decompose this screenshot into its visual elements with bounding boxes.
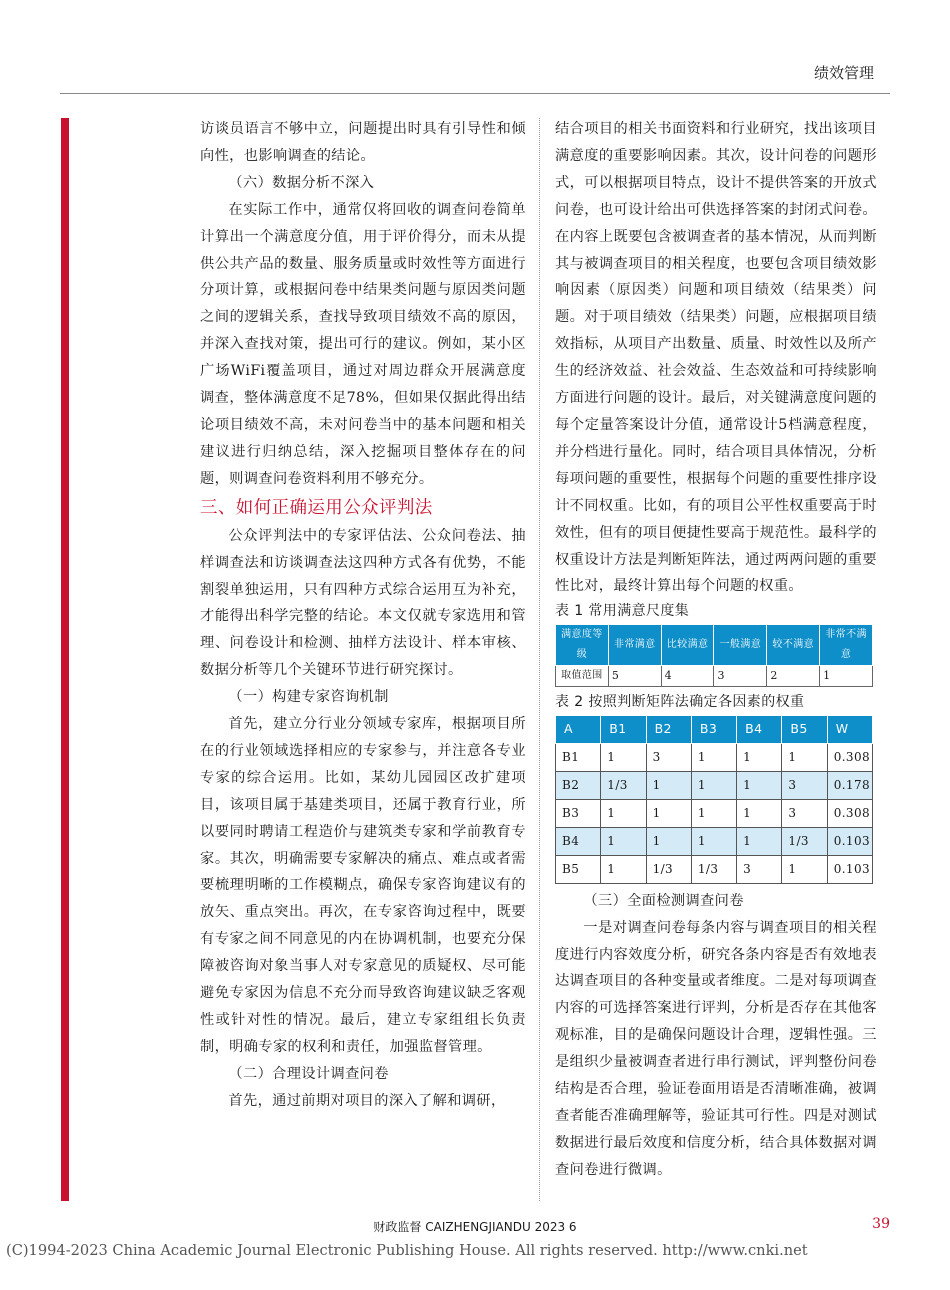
- table-header-cell: 满意度等级: [556, 625, 609, 666]
- table1-caption: 表 1 常用满意尺度集: [555, 603, 690, 620]
- subheading-1: （一）构建专家咨询机制: [228, 689, 389, 706]
- table-cell: 0.308: [827, 744, 872, 772]
- table-cell: B4: [556, 827, 601, 855]
- table-cell: 1: [691, 800, 736, 828]
- left-column: [200, 116, 526, 1115]
- column-divider: [539, 118, 540, 1201]
- table-cell: 1: [646, 772, 691, 800]
- table-row: [556, 855, 873, 883]
- table-cell: 1/3: [601, 772, 646, 800]
- table-cell: 4: [661, 666, 714, 687]
- section-title: 三、如何正确运用公众评判法: [200, 497, 433, 518]
- table-cell: 1/3: [691, 855, 736, 883]
- table-cell: 5: [608, 666, 661, 687]
- table-cell: 1: [646, 827, 691, 855]
- paragraph: 公众评判法中的专家评估法、公众问卷法、抽样调查法和访谈调查法这四种方式各有优势，不能割裂单独运用，只有四种方式综合运用互为补充，才能得出科学完整的结论。本文仅就专家选用和管理、问卷设计和检测、抽样方法设计、样本审核、数据分析等几个关键环节进行研究探讨。: [200, 527, 526, 679]
- table-header-cell: B2: [646, 716, 691, 744]
- table-cell: 1: [820, 666, 873, 687]
- table-cell: 3: [782, 772, 827, 800]
- satisfaction-scale-table: [555, 624, 873, 687]
- table-cell: 1: [691, 827, 736, 855]
- table-cell: 1: [601, 744, 646, 772]
- table-header-cell: B1: [601, 716, 646, 744]
- table-header-cell: 非常不满意: [820, 625, 873, 666]
- table-cell: 1: [782, 744, 827, 772]
- table-header-cell: A: [556, 716, 601, 744]
- table-cell: B2: [556, 772, 601, 800]
- table-cell: 3: [646, 744, 691, 772]
- table-header-cell: 一般满意: [714, 625, 767, 666]
- table-cell: 1: [646, 800, 691, 828]
- table-cell: 1: [737, 772, 782, 800]
- paragraph: 首先，通过前期对项目的深入了解和调研，: [228, 1092, 506, 1109]
- subheading-3: （三）全面检测调查问卷: [583, 892, 744, 909]
- table-row: [556, 772, 873, 800]
- table-header-cell: B3: [691, 716, 736, 744]
- table-header-cell: B5: [782, 716, 827, 744]
- table-header-cell: 非常满意: [608, 625, 661, 666]
- table-cell: 1: [601, 855, 646, 883]
- table-cell: 1: [782, 855, 827, 883]
- table-header-cell: B4: [737, 716, 782, 744]
- right-column: [555, 116, 877, 1184]
- table-cell: B3: [556, 800, 601, 828]
- table-header-cell: 比较满意: [661, 625, 714, 666]
- table-cell: 1: [691, 744, 736, 772]
- page-number: 39: [872, 1216, 890, 1232]
- weight-matrix-table: [555, 715, 873, 883]
- header-rule: [60, 93, 890, 94]
- header-section-title: 绩效管理: [813, 64, 874, 82]
- table-cell: 3: [782, 800, 827, 828]
- table-cell: 1: [691, 772, 736, 800]
- table-cell: 3: [737, 855, 782, 883]
- paragraph: 在实际工作中，通常仅将回收的调查问卷简单计算出一个满意度分值，用于评价得分，而未从提供公共产品的数量、服务质量或时效性等方面进行分项计算，或根据问卷中结果类问题与原因类问题之间的逻辑关系，查找导致项目绩效不高的原因，并深入查找对策，提出可行的建议。例如，某小区广场WiFi覆盖项目，通过对周边群众开展满意度调查，整体满意度不足78%，但如果仅据此得出结论项目绩效不高，未对问卷当中的基本问题和相关建议进行归纳总结，深入挖掘项目整体存在的问题，则调查问卷资料利用不够充分。: [200, 201, 526, 487]
- copyright-line: (C)1994-2023 China Academic Journal Electronic Publishing House. All rights reserved. http://www.cnki.net: [6, 1242, 808, 1259]
- accent-bar: [61, 118, 69, 1201]
- table-cell: 1: [737, 827, 782, 855]
- table-cell: B5: [556, 855, 601, 883]
- paragraph: 结合项目的相关书面资料和行业研究，找出该项目满意度的重要影响因素。其次，设计问卷的问题形式，可以根据项目特点，设计不提供答案的开放式问卷，也可设计给出可供选择答案的封闭式问卷。在内容上既要包含被调查者的基本情况，从而判断其与被调查项目的相关程度，也要包含项目绩效影响因素（原因类）问题和项目绩效（结果类）问题。对于项目绩效（结果类）问题，应根据项目绩效指标，从项目产出数量、质量、时效性以及所产生的经济效益、社会效益、生态效益和可持续影响方面进行问题的设计。最后，对关键满意度问题的每个定量答案设计分值，通常设计5档满意程度，并分档进行量化。同时，结合项目具体情况，分析每项问题的重要性，根据每个问题的重要性排序设计不同权重。比如，有的项目公平性权重要高于时效性，但有的项目便捷性要高于规范性。最科学的权重设计方法是判断矩阵法，通过两两问题的重要性比对，最终计算出每个问题的权重。: [555, 121, 877, 595]
- table-cell: 2: [767, 666, 820, 687]
- subheading-2: （二）合理设计调查问卷: [228, 1065, 389, 1082]
- table-row: [556, 666, 873, 687]
- table-cell: 3: [714, 666, 767, 687]
- table-cell: 1/3: [782, 827, 827, 855]
- paragraph: 首先，建立分行业分领域专家库，根据项目所在的行业领域选择相应的专家参与，并注意各专业专家的综合运用。比如，某幼儿园园区改扩建项目，该项目属于基建类项目，还属于教育行业，所以要同时聘请工程造价与建筑类专家和学前教育专家。其次，明确需要专家解决的痛点、难点或者需要梳理明晰的工作模糊点，确保专家咨询建议有的放矢、重点突出。再次，在专家咨询过程中，既要有专家之间不同意见的内在协调机制，也要充分保障被咨询对象当事人对专家意见的质疑权、尽可能避免专家因为信息不充分而导致咨询建议缺乏客观性或针对性的情况。最后，建立专家组组长负责制，明确专家的权利和责任，加强监督管理。: [200, 716, 526, 1055]
- subheading-6: （六）数据分析不深入: [228, 174, 375, 191]
- table-cell: 取值范围: [556, 666, 609, 687]
- paragraph: 访谈员语言不够中立，问题提出时具有引导性和倾向性，也影响调查的结论。: [200, 121, 526, 164]
- table2-caption: 表 2 按照判断矩阵法确定各因素的权重: [555, 694, 805, 711]
- table-cell: 1: [737, 744, 782, 772]
- paragraph: 一是对调查问卷每条内容与调查项目的相关程度进行内容效度分析，研究各条内容是否有效地表达调查项目的各种变量或者维度。二是对每项调查内容的可选择答案进行评判，分析是否存在其他客观标准，目的是确保问题设计合理，逻辑性强。三是组织少量被调查者进行串行测试，评判整份问卷结构是否合理，验证卷面用语是否清晰准确，被调查者能否准确理解等，验证其可行性。四是对测试数据进行最后效度和信度分析，结合具体数据对调查问卷进行微调。: [555, 919, 877, 1178]
- table-header-cell: W: [827, 716, 872, 744]
- table-row: [556, 800, 873, 828]
- table-cell: 1: [601, 827, 646, 855]
- table-cell: 0.308: [827, 800, 872, 828]
- journal-footer: 财政监督 CAIZHENGJIANDU 2023 6: [373, 1220, 577, 1234]
- table-row: [556, 744, 873, 772]
- table-row: [556, 827, 873, 855]
- table-cell: 0.103: [827, 855, 872, 883]
- table-cell: 0.103: [827, 827, 872, 855]
- table-header-cell: 较不满意: [767, 625, 820, 666]
- table-cell: B1: [556, 744, 601, 772]
- table-cell: 1: [737, 800, 782, 828]
- table-cell: 0.178: [827, 772, 872, 800]
- table-cell: 1: [601, 800, 646, 828]
- table-cell: 1/3: [646, 855, 691, 883]
